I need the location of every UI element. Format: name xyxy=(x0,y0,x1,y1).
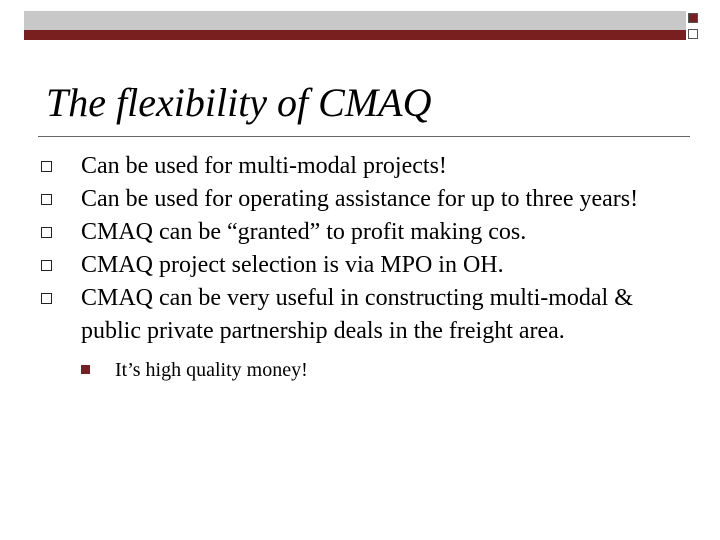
bullet-list xyxy=(0,150,720,384)
bullet-item xyxy=(0,249,671,282)
bullet-text: CMAQ project selection is via MPO in OH. xyxy=(81,252,504,278)
bullet-text: CMAQ can be “granted” to profit making cos. xyxy=(81,219,527,245)
slide-title: The flexibility of CMAQ xyxy=(46,80,432,125)
hollow-square-bullet-icon xyxy=(41,293,52,304)
hollow-square-bullet-icon xyxy=(41,161,52,172)
header-bar-dark-red xyxy=(24,30,686,40)
hollow-square-bullet-icon xyxy=(41,227,52,238)
bullet-item xyxy=(0,282,671,384)
corner-square-filled-icon xyxy=(688,13,698,23)
bullet-item xyxy=(0,150,671,183)
bullet-text: Can be used for multi-modal projects! xyxy=(81,153,447,179)
corner-square-hollow-icon xyxy=(688,29,698,39)
bullet-item xyxy=(0,216,671,249)
bullet-item xyxy=(0,183,671,216)
header-bar-gray xyxy=(24,11,686,30)
filled-square-bullet-icon xyxy=(81,365,90,374)
bullet-text: Can be used for operating assistance for up to three years! xyxy=(81,186,639,212)
hollow-square-bullet-icon xyxy=(41,260,52,271)
sub-bullet-item xyxy=(115,356,671,384)
sub-bullet-list xyxy=(81,356,671,384)
sub-bullet-text: It’s high quality money! xyxy=(115,359,308,381)
bullet-text: CMAQ can be very useful in constructing multi-modal & public private partnership deals in the freight area. xyxy=(81,285,633,344)
hollow-square-bullet-icon xyxy=(41,194,52,205)
title-divider xyxy=(38,136,690,137)
